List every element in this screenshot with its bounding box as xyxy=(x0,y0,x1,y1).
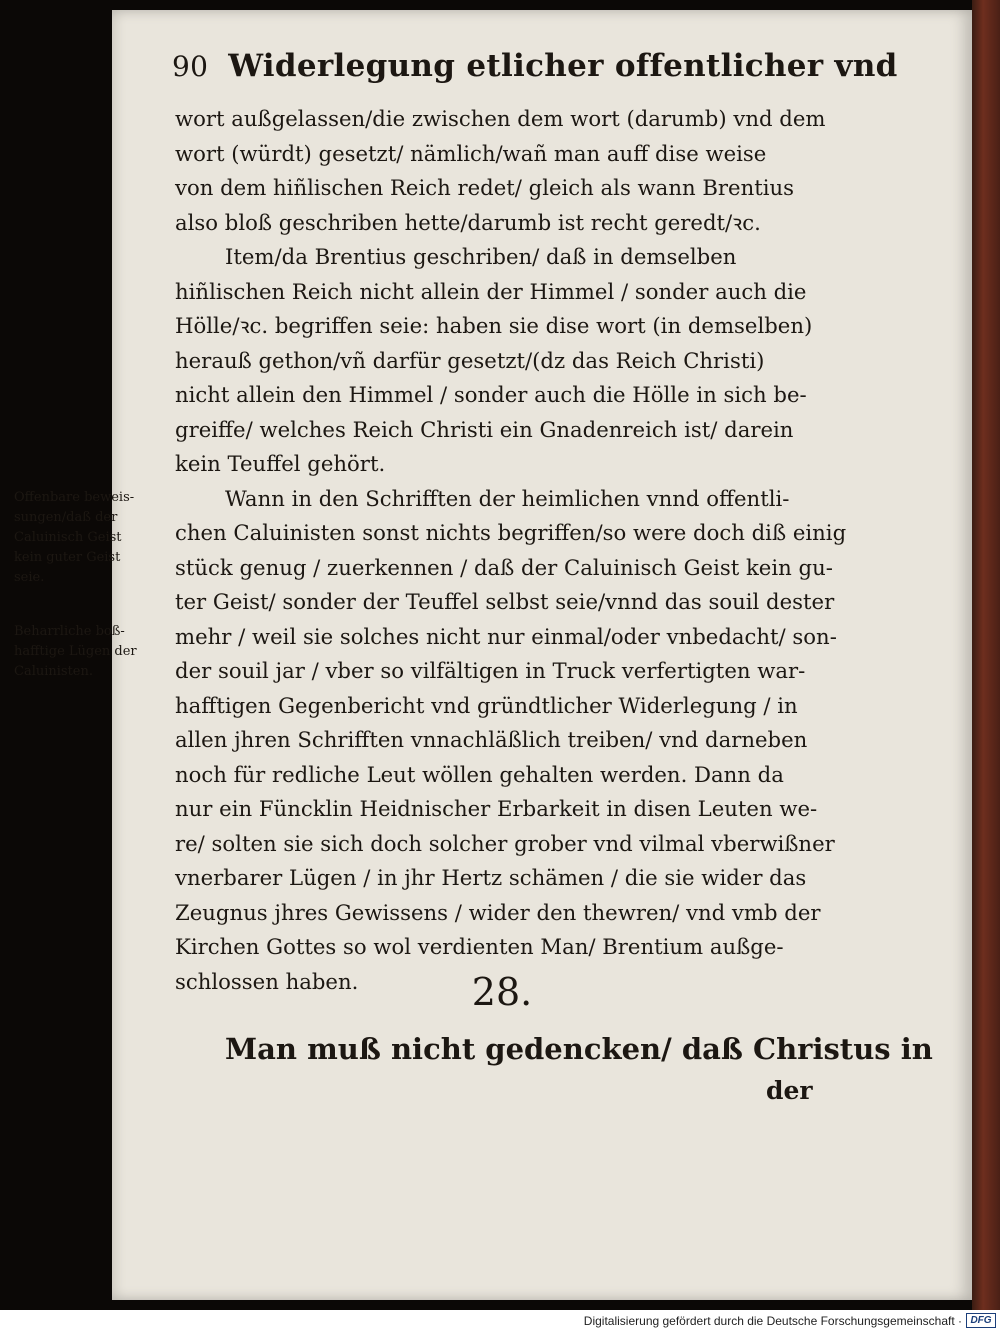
text-line: vnerbarer Lügen / in jhr Hertz schämen / die sie wider das xyxy=(175,865,807,890)
text-line: chen Caluinisten sonst nichts begriffen/so were doch diß einig xyxy=(175,520,847,545)
section-heading: Man muß nicht gedencken/ daß Christus in xyxy=(225,1032,933,1066)
text-line: herauß gethon/vñ darfür gesetzt/(dz das Reich Christi) xyxy=(175,347,765,373)
margin-note-line: Caluinisch Geist xyxy=(14,530,122,545)
text-line: greiffe/ welches Reich Christi ein Gnadenreich ist/ darein xyxy=(175,416,794,442)
footer-credit: Digitalisierung gefördert durch die Deutsche Forschungsgemeinschaft · xyxy=(583,1314,962,1328)
catchword: der xyxy=(766,1076,813,1105)
margin-note-line: Beharrliche boß- xyxy=(14,624,125,639)
footer-bar xyxy=(0,1310,1000,1332)
text-line: Item/da Brentius geschriben/ daß in demselben xyxy=(225,244,737,269)
text-line: wort (würdt) gesetzt/ nämlich/wañ man auff dise weise xyxy=(175,140,767,166)
text-line: nur ein Füncklin Heidnischer Erbarkeit in disen Leuten we- xyxy=(175,796,818,821)
text-line: stück genug / zuerkennen / daß der Caluinisch Geist kein gu- xyxy=(175,554,833,580)
text-line: ter Geist/ sonder der Teuffel selbst seie/vnnd das souil dester xyxy=(175,589,835,614)
text-line: hiñlischen Reich nicht allein der Himmel / sonder auch die xyxy=(175,278,807,304)
text-line: hafftigen Gegenbericht vnd gründtlicher Widerlegung / in xyxy=(175,692,798,718)
text-line: schlossen haben. xyxy=(175,968,359,994)
dfg-logo: DFG xyxy=(966,1313,996,1328)
margin-note xyxy=(14,488,174,588)
text-line: re/ solten sie sich doch solcher grober vnd vilmal vberwißner xyxy=(175,830,835,856)
text-line: wort außgelassen/die zwischen dem wort (darumb) vnd dem xyxy=(175,106,826,131)
margin-note xyxy=(14,622,174,682)
section-number: 28. xyxy=(471,970,533,1014)
page-number: 90 xyxy=(172,50,209,83)
margin-note-line: Caluinisten. xyxy=(14,664,94,679)
margin-notes xyxy=(14,488,174,716)
margin-note-line: hafftige Lügen der xyxy=(14,644,137,659)
margin-note-line: Offenbare beweis- xyxy=(14,490,135,505)
text-line: Zeugnus jhres Gewissens / wider den thewren/ vnd vmb der xyxy=(175,899,821,925)
text-line: Wann in den Schrifften der heimlichen vnnd offentli- xyxy=(225,485,790,511)
text-line: von dem hiñlischen Reich redet/ gleich als wann Brentius xyxy=(175,175,795,200)
margin-note-line: kein guter Geist xyxy=(14,550,121,565)
running-head xyxy=(172,48,898,100)
text-line: noch für redliche Leut wöllen gehalten werden. Dann da xyxy=(175,761,784,787)
text-line: der souil jar / vber so vilfältigen in Truck verfertigten war- xyxy=(175,658,806,683)
text-line: kein Teuffel gehört. xyxy=(175,451,386,476)
text-line: Hölle/ꝛc. begriffen seie: haben sie dise wort (in demselben) xyxy=(175,313,813,338)
margin-note-line: sungen/daß der xyxy=(14,510,118,525)
text-line: also bloß geschriben hette/darumb ist recht geredt/ꝛc. xyxy=(175,209,761,235)
running-head-title: Widerlegung etlicher offentlicher vnd xyxy=(228,48,898,84)
text-line: nicht allein den Himmel / sonder auch die Hölle in sich be- xyxy=(175,382,807,407)
book-cover-edge xyxy=(972,0,1000,1310)
text-line: Kirchen Gottes so wol verdienten Man/ Brentium außge- xyxy=(175,934,784,959)
text-line: allen jhren Schrifften vnnachläßlich treiben/ vnd darneben xyxy=(175,727,808,752)
text-line: mehr / weil sie solches nicht nur einmal/oder vnbedacht/ son- xyxy=(175,623,837,649)
body-text xyxy=(175,102,847,999)
margin-note-line: seie. xyxy=(14,570,45,585)
